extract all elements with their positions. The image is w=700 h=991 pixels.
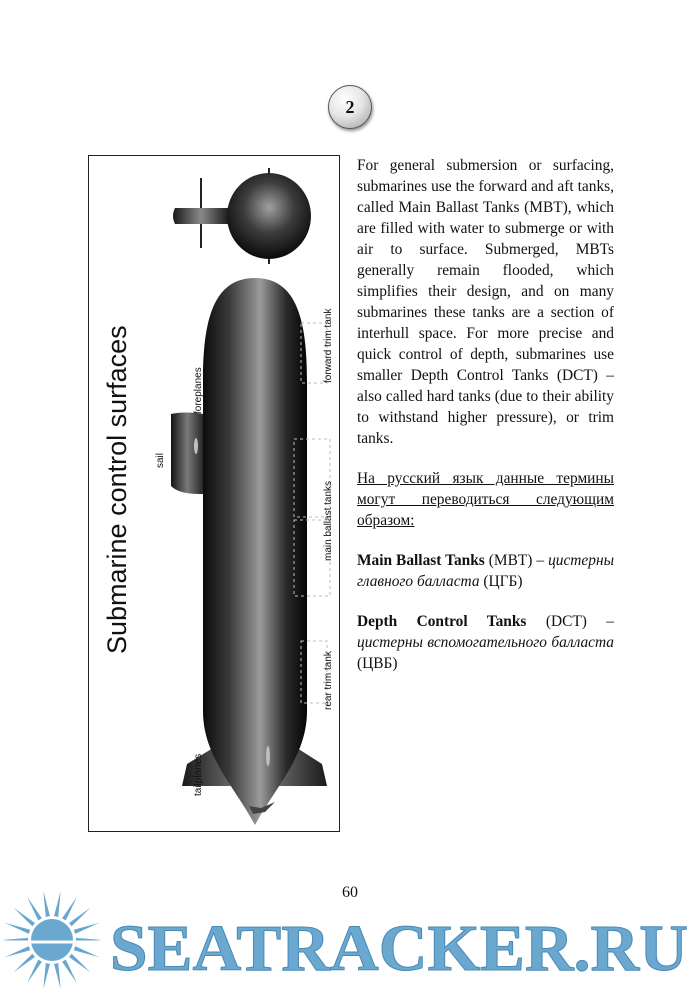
sun-ray — [27, 960, 42, 984]
chapter-number: 2 — [345, 96, 355, 117]
term1-russian-abbr: (ЦГБ) — [479, 573, 523, 590]
sun-ray — [74, 923, 99, 934]
paragraph-main: For general submersion or surfacing, submarines use the forward and aft tanks, called Main Ballast Tanks (MBT), which are filled with water to submerge or with air to surface. Submerged, MBTs generally remain flooded, which simplifies their design, and on many submarines these tanks are a section of interhull space. For more precise and quick control of depth, submarines use smaller Depth Control Tanks (DCT) – also called hard tanks (due to their ability to withstand higher pressure), or trim tanks. — [357, 157, 614, 447]
seatracker-watermark — [0, 880, 700, 991]
term2-russian: цистерны вспомогательного балласта — [357, 634, 614, 651]
figure-title: Submarine control surfaces — [102, 325, 132, 654]
submarine-front-view — [173, 168, 311, 264]
sun-ray — [74, 946, 99, 957]
sun-icon — [2, 891, 102, 989]
text-column — [357, 155, 614, 674]
sun-ray — [5, 923, 30, 934]
sun-ray — [54, 963, 61, 989]
sun-ray — [14, 954, 35, 972]
label-foreplanes: foreplanes — [193, 367, 204, 414]
term-main-ballast-tanks — [357, 550, 614, 592]
sun-ray — [69, 954, 90, 972]
label-forward-trim-tank: forward trim tank — [323, 308, 334, 383]
term-depth-control-tanks — [357, 611, 614, 674]
chapter-number-badge — [328, 85, 372, 129]
label-tailplanes: tailplanes — [193, 753, 204, 796]
term2-english: Depth Control Tanks — [357, 613, 527, 630]
sun-ray — [54, 891, 61, 917]
sun-ray — [62, 897, 77, 921]
sun-ray — [5, 946, 30, 957]
label-main-ballast-tanks: main ballast tanks — [323, 480, 334, 561]
sun-ray — [43, 891, 50, 917]
sun-ray — [62, 960, 77, 984]
term2-russian-abbr: (ЦВБ) — [357, 655, 398, 672]
hull-shape — [203, 278, 307, 825]
sail-shape — [171, 413, 204, 495]
sun-ray — [43, 963, 50, 989]
submarine-side-view — [171, 278, 330, 825]
translation-note: На русский язык данные термины могут переводиться следующим образом: — [357, 470, 614, 529]
term1-abbr: (MBT) – — [484, 552, 549, 569]
submarine-diagram — [89, 156, 341, 833]
sun-ray — [69, 908, 90, 926]
label-sail: sail — [155, 452, 166, 468]
term1-english: Main Ballast Tanks — [357, 552, 485, 569]
sun-ray — [14, 908, 35, 926]
term2-abbr: (DCT) – — [526, 613, 614, 630]
watermark-text: SEATRACKER.RU — [110, 912, 688, 985]
sun-ray — [27, 897, 42, 921]
page-number: 60 — [342, 884, 358, 901]
submarine-figure — [88, 155, 340, 832]
label-rear-trim-tank: rear trim tank — [323, 651, 334, 710]
term1-russian: цистерны главного балласта — [357, 552, 614, 590]
